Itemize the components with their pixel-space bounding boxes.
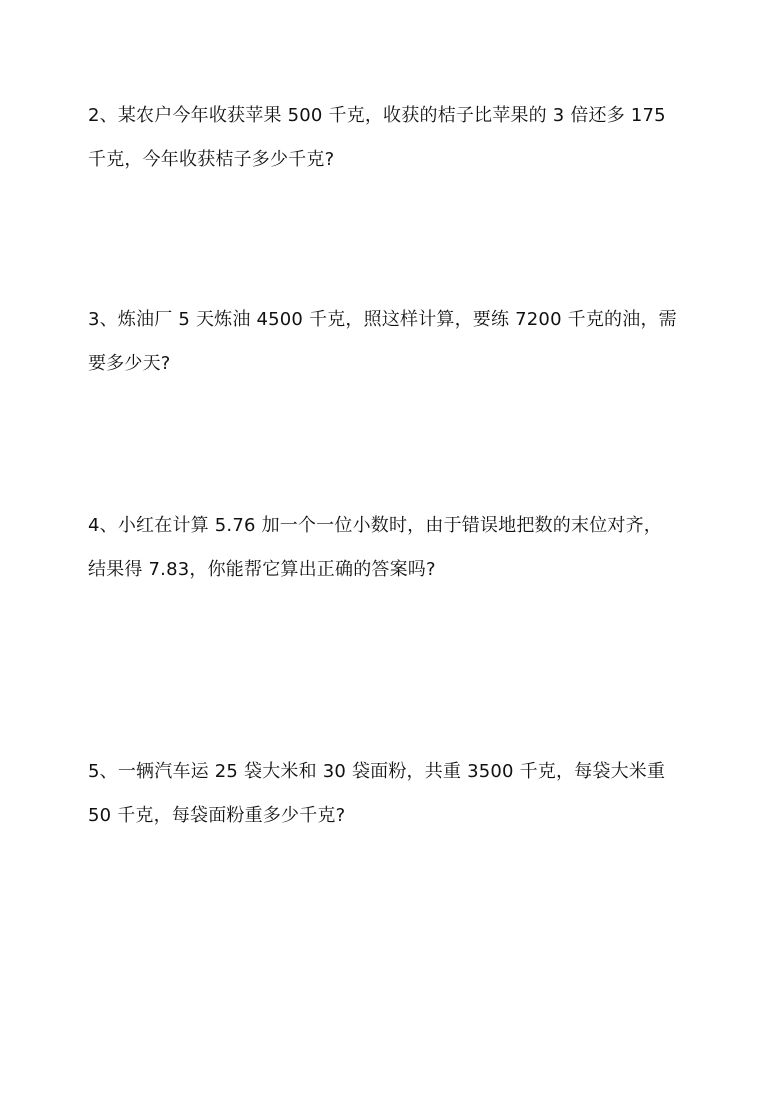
problem-5-line-1: 5、一辆汽车运 25 袋大米和 30 袋面粉，共重 3500 千克，每袋大米重	[88, 761, 666, 782]
problem-3-line-2: 要多少天?	[88, 353, 171, 374]
problem-2-line-1: 2、某农户今年收获苹果 500 千克，收获的桔子比苹果的 3 倍还多 175	[88, 105, 666, 126]
problem-5-line-2: 50 千克，每袋面粉重多少千克?	[88, 805, 346, 826]
problem-5	[88, 750, 688, 838]
problem-3-line-1: 3、炼油厂 5 天炼油 4500 千克，照这样计算，要练 7200 千克的油，需	[88, 309, 677, 330]
problem-2	[88, 94, 688, 182]
problem-4	[88, 504, 688, 592]
problem-4-line-1: 4、小红在计算 5.76 加一个一位小数时，由于错误地把数的末位对齐，	[88, 515, 662, 536]
problem-3	[88, 298, 688, 386]
problem-2-line-2: 千克，今年收获桔子多少千克?	[88, 149, 335, 170]
problem-4-line-2: 结果得 7.83，你能帮它算出正确的答案吗?	[88, 559, 436, 580]
